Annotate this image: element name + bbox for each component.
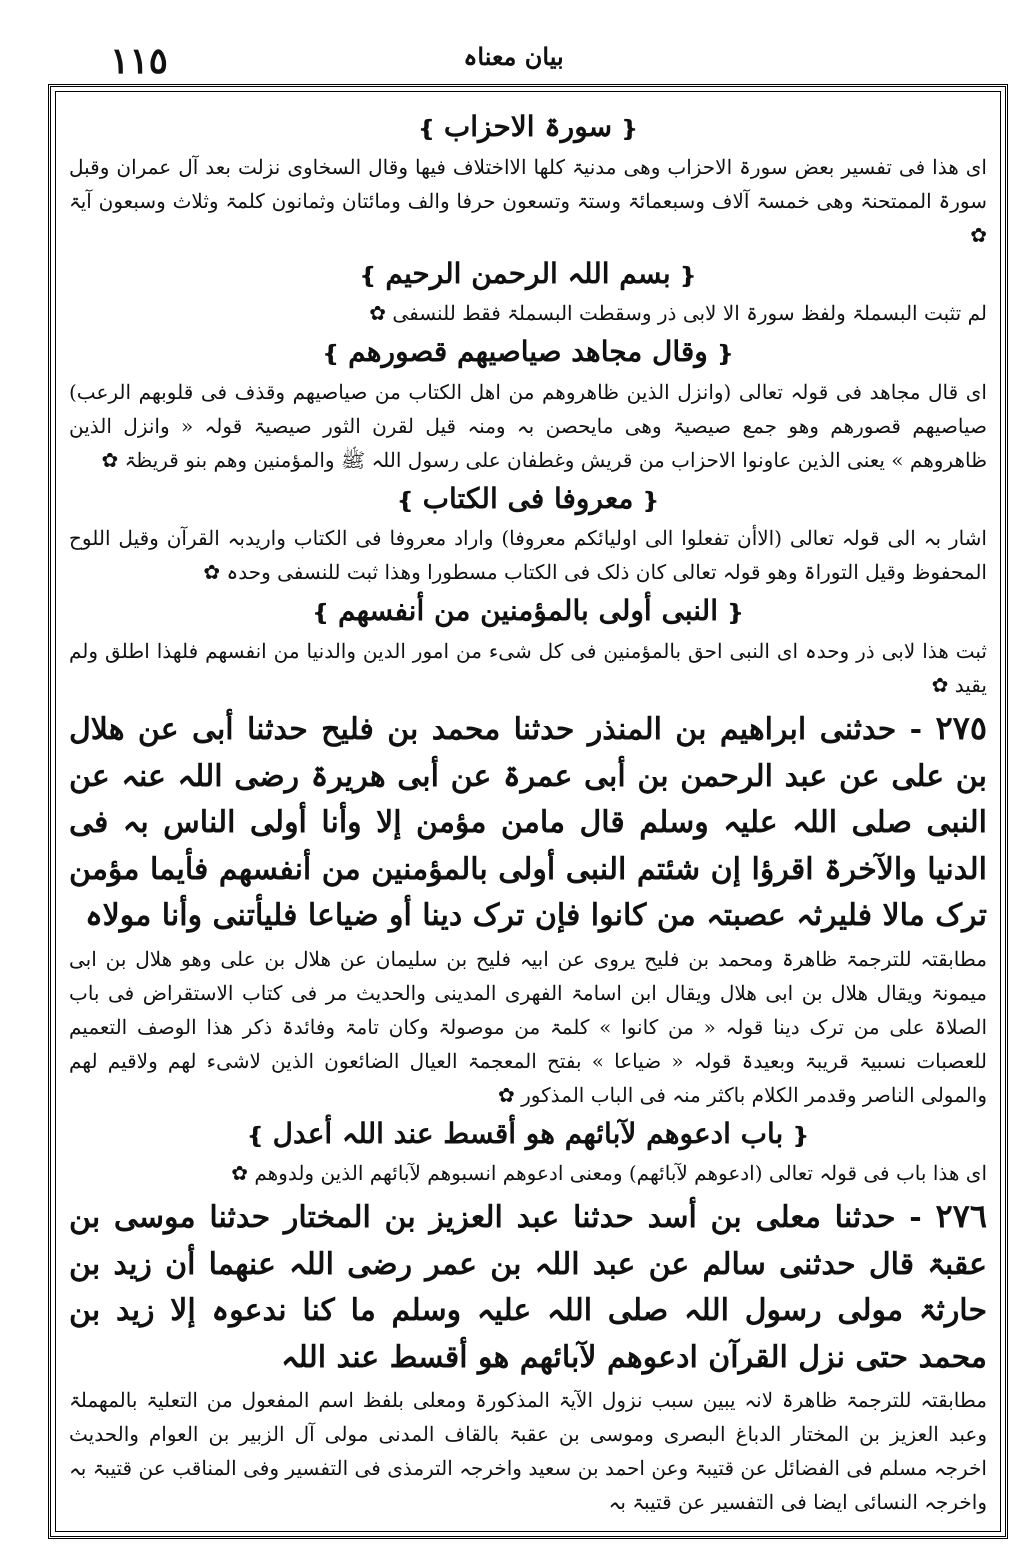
commentary-paragraph: ای ھذا باب فی قولہ تعالی (ادعوھم لآبائھم) ومعنی ادعوھم انسبوھم لآبائھم الذین ولدوھم ✿ [231, 1161, 987, 1186]
commentary-paragraph: اشار بہ الی قولہ تعالی (الاأن تفعلوا الی اولیائکم معروفا) واراد معروفا فی الکتاب واریدبہ القرآن وقیل اللوح المحفوظ وقیل التوراۃ وھو قولہ تعالی کان ذلک فی الکتاب مسطورا وھذا ثبت للنسفی وحدہ ✿ [69, 526, 987, 585]
hadith-text: ٢٧٦ - حدثنا معلی بن أسد حدثنا عبد العزیز بن المختار حدثنا موسی بن عقبۃ قال حدثنی سالم عن عبد اللہ بن عمر رضی اللہ عنھما أن زید بن حارثۃ مولی رسول اللہ صلی اللہ علیہ وسلم ما کنا ندعوہ إلا زید بن محمد حتی نزل القرآن ادعوھم لآبائھم ھو أقسط عند اللہ [69, 1197, 987, 1375]
ornament-icon: ❴ [715, 341, 735, 368]
section-heading: ❴معروفا فی الکتاب❵ [69, 479, 987, 520]
ornament-icon: ❴ [641, 487, 660, 514]
running-header [60, 40, 967, 80]
ornament-icon: ❵ [358, 262, 378, 289]
ornament-icon: ❴ [678, 262, 698, 289]
ornament-icon: ❴ [726, 600, 745, 627]
hadith-number: ٢٧٦ [935, 1197, 987, 1236]
commentary-paragraph: ای قال مجاھد فی قولہ تعالی (وانزل الذین ظاھروھم من اھل الکتاب من صیاصیھم وقذف فی قلوبھم الرعب) صیاصیھم قصورھم وھو جمع صیصیۃ وھی مایحصن بہ ومنہ قیل لقرن الثور صیصیۃ قولہ « وانزل الذین ظاھروھم » یعنی الذین عاونوا الاحزاب من قریش وغطفان علی رسول اللہ ﷺ والمؤمنین وھم بنو قریظۃ ✿ [69, 379, 987, 472]
running-title: بیان معناہ [463, 42, 564, 71]
ornament-icon: ❴ [791, 1122, 810, 1149]
section-heading: ❴وقال مجاھد صیاصیھم قصورھم❵ [69, 332, 987, 373]
ornament-icon: ❵ [246, 1122, 265, 1149]
page-frame [48, 84, 1008, 1539]
chapter-heading: ❴سورۃ الاحزاب❵ [69, 107, 987, 148]
ornament-icon: ❵ [311, 600, 330, 627]
ornament-icon: ❵ [417, 116, 436, 142]
commentary-paragraph: لم تثبت البسملۃ ولفظ سورۃ الا لابی ذر وسقطت البسملۃ فقط للنسفی ✿ [369, 301, 987, 326]
basmala-heading: ❴بسم اللہ الرحمن الرحیم❵ [69, 254, 987, 295]
commentary-paragraph: ثبت ھذا لابی ذر وحدہ ای النبی احق بالمؤمنین فی کل شیء من امور الدین والدنیا من انفسھم فلھذا اطلق ولم یقید ✿ [69, 638, 987, 697]
ornament-icon: ❴ [620, 116, 639, 142]
chapter-heading: ❴باب ادعوھم لآبائھم ھو أقسط عند اللہ أعدل❵ [69, 1114, 987, 1155]
commentary-paragraph: مطابقتہ للترجمۃ ظاھرۃ ومحمد بن فلیح یروی عن ابیہ فلیح بن سلیمان عن ھلال بن علی وھو ھلال بن ابی میمونۃ ویقال ھلال بن ابی ھلال ویقال ابن اسامۃ الفھری المدینی والحدیث مر فی کتاب الاستقراض فی باب الصلاۃ علی من ترک دینا قولہ « من کانوا » کلمۃ من موصولۃ وکان تامۃ وفائدۃ ذکر ھذا الوصف التعمیم للعصبات نسبیۃ قریبۃ وبعیدۃ قولہ « ضیاعا » بفتح المعجمۃ العیال الضائعون الذین لاشیء لھم ولاقیم لھم والمولی الناصر وقدمر الکلام باکثر منہ فی الباب المذکور ✿ [69, 946, 987, 1107]
ornament-icon: ❵ [321, 341, 341, 368]
page-number: ١١٥ [110, 40, 169, 82]
text-body [69, 105, 987, 1518]
commentary-paragraph: مطابقتہ للترجمۃ ظاھرۃ لانہ یبین سبب نزول الآیۃ المذکورۃ ومعلی بلفظ اسم المفعول من التعلیۃ بالمھملۃ وعبد العزیز بن المختار الدباغ البصری وموسی بن عقبۃ بالقاف المدنی مولی آل الزبیر بن العوام والحدیث اخرجہ مسلم فی الفضائل عن قتیبۃ وعن احمد بن سعید واخرجہ الترمذی فی التفسیر وفی المناقب عن قتیبۃ بہ واخرجہ النسائی ایضا فی التفسیر عن قتیبۃ بہ [69, 1388, 987, 1515]
ornament-icon: ❵ [396, 487, 415, 514]
commentary-paragraph: ای ھذا فی تفسیر بعض سورۃ الاحزاب وھی مدنیۃ کلھا الااختلاف فیھا وقال السخاوی نزلت بعد آل عمران وقبل سورۃ الممتحنۃ وھی خمسۃ آلاف وسبعمائۃ وستۃ وتسعون حرفا والف ومائتان وثمانون کلمۃ وثلاث وسبعون آیۃ ✿ [69, 154, 987, 247]
hadith-text: ٢٧٥ - حدثنی ابراھیم بن المنذر حدثنا محمد بن فلیح حدثنا أبی عن ھلال بن علی عن عبد الرحمن بن أبی عمرۃ عن أبی ھریرۃ رضی اللہ عنہ عن النبی صلی اللہ علیہ وسلم قال مامن مؤمن إلا وأنا أولی الناس بہ فی الدنیا والآخرۃ اقرؤا إن شئتم النبی أولی بالمؤمنین من أنفسھم فأیما مؤمن ترک مالا فلیرثہ عصبتہ من کانوا فإن ترک دینا أو ضیاعا فلیأتنی وأنا مولاہ [69, 708, 987, 934]
section-heading: ❴النبی أولی بالمؤمنین من أنفسھم❵ [69, 591, 987, 632]
hadith-number: ٢٧٥ [935, 708, 987, 747]
